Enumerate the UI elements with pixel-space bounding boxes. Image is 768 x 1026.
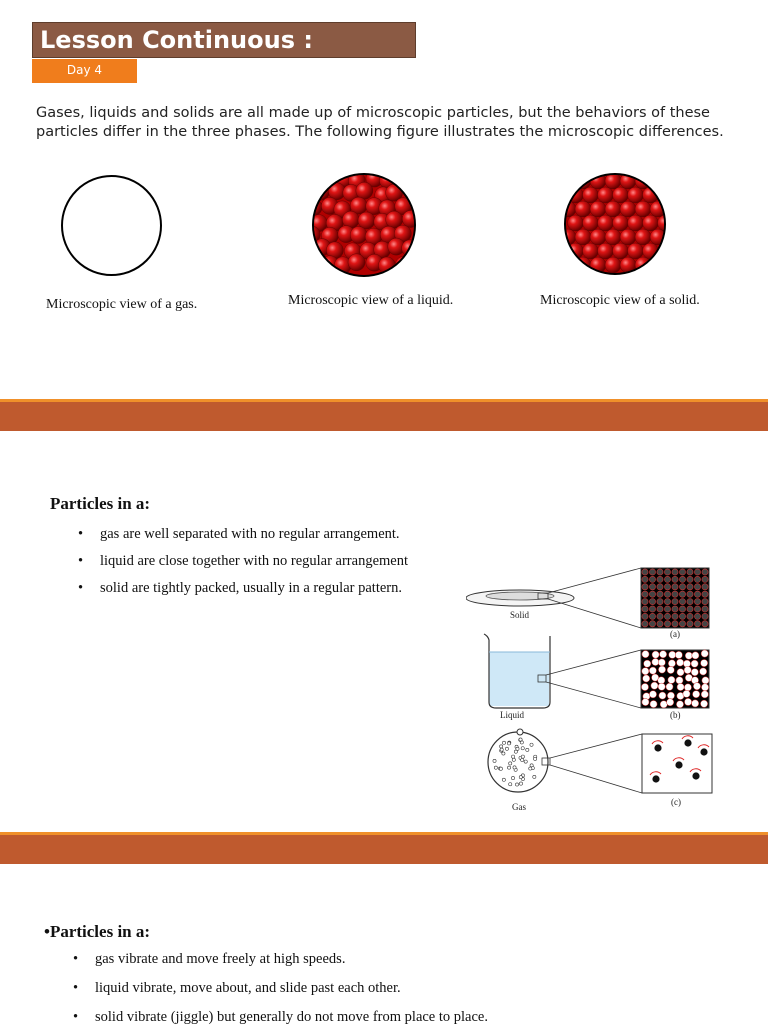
particle — [511, 755, 514, 758]
particle — [672, 606, 678, 612]
particle — [664, 599, 670, 605]
particle — [683, 690, 690, 697]
particle — [519, 782, 522, 785]
intro-paragraph: Gases, liquids and solids are all made up of microscopic particles, but the behaviors of these particles differ in the three phases. The following figure illustrates the microscopic differences. — [36, 105, 724, 140]
particle — [664, 584, 670, 590]
particle — [348, 254, 365, 271]
particle — [314, 175, 322, 188]
particle — [642, 621, 648, 627]
particle — [700, 700, 707, 707]
particle — [350, 226, 367, 243]
particle — [643, 215, 659, 231]
particle — [702, 621, 708, 627]
particle — [598, 187, 614, 203]
particle — [628, 187, 644, 203]
particle — [657, 613, 663, 619]
particle — [672, 569, 678, 575]
particle — [651, 682, 658, 689]
particle — [659, 651, 666, 658]
particle — [700, 748, 707, 755]
particle — [702, 591, 708, 597]
particle — [679, 584, 685, 590]
particle — [676, 701, 683, 708]
section2-heading: •Particles in a: — [44, 922, 151, 941]
list-item: • gas vibrate and move freely at high speeds. — [73, 951, 488, 968]
particle — [378, 257, 395, 274]
particle — [642, 613, 648, 619]
particle — [514, 750, 517, 753]
particle — [643, 187, 659, 203]
particle — [658, 666, 665, 673]
particle — [620, 201, 636, 217]
particle — [694, 569, 700, 575]
particle — [659, 692, 666, 699]
particle — [649, 584, 655, 590]
particle — [679, 621, 685, 627]
particle — [679, 569, 685, 575]
gas-flask-icon — [488, 729, 550, 792]
label-a: (a) — [670, 629, 680, 639]
gas-label: Gas — [512, 802, 526, 812]
particle — [658, 677, 665, 684]
particle — [314, 183, 329, 200]
phase-diagram — [466, 562, 718, 818]
particle — [521, 758, 524, 761]
section2-list — [73, 951, 488, 1026]
particle — [642, 569, 648, 575]
particle — [702, 599, 708, 605]
particle — [635, 257, 651, 273]
particle — [693, 683, 700, 690]
particle — [677, 659, 684, 666]
list-item: • liquid vibrate, move about, and slide past each other. — [73, 980, 488, 997]
particle — [702, 606, 708, 612]
particle — [658, 683, 665, 690]
particle — [314, 254, 321, 271]
particle — [529, 767, 532, 770]
particle — [575, 257, 591, 273]
particle — [657, 569, 663, 575]
liquid-view-circle — [312, 173, 416, 277]
particle — [694, 584, 700, 590]
particle — [694, 599, 700, 605]
particle — [657, 606, 663, 612]
particle — [692, 772, 699, 779]
particle — [500, 748, 503, 751]
particle — [679, 576, 685, 582]
particle — [691, 669, 698, 676]
particle — [702, 569, 708, 575]
particle — [667, 699, 674, 706]
particle — [524, 760, 527, 763]
particle — [649, 613, 655, 619]
list-item: • liquid are close together with no regular arrangement — [78, 553, 408, 570]
solid-view-circle — [564, 173, 666, 275]
particle — [687, 591, 693, 597]
section1-list — [78, 526, 408, 597]
particle — [534, 757, 537, 760]
particle — [620, 229, 636, 245]
particle — [649, 691, 656, 698]
particle — [694, 621, 700, 627]
particle — [613, 187, 629, 203]
particle — [605, 175, 621, 189]
list-item: • gas are well separated with no regular arrangement. — [78, 526, 408, 543]
particle — [666, 683, 673, 690]
particle — [396, 175, 413, 185]
particle — [658, 215, 665, 231]
list-item: • solid are tightly packed, usually in a regular pattern. — [78, 580, 408, 597]
particle — [642, 651, 649, 658]
particle — [507, 742, 510, 745]
particle — [693, 691, 700, 698]
particle — [649, 606, 655, 612]
particle — [669, 651, 676, 658]
label-b: (b) — [670, 710, 681, 720]
particle — [642, 668, 649, 675]
particle — [507, 766, 510, 769]
particle — [502, 741, 505, 744]
particle — [513, 766, 516, 769]
particle — [650, 201, 664, 217]
particle — [519, 776, 522, 779]
particle — [635, 201, 651, 217]
particle — [702, 584, 708, 590]
particle — [692, 700, 699, 707]
particle — [583, 243, 599, 259]
particle — [356, 182, 373, 199]
particle — [685, 652, 692, 659]
particle — [620, 257, 636, 273]
day-badge — [32, 59, 137, 83]
particle — [687, 606, 693, 612]
particle — [694, 606, 700, 612]
particle — [500, 745, 503, 748]
label-c: (c) — [671, 797, 681, 807]
particle — [701, 650, 708, 657]
particle — [395, 256, 412, 273]
lesson-title: Lesson Continuous : — [40, 26, 313, 54]
particle — [694, 591, 700, 597]
particle — [677, 669, 684, 676]
particle — [521, 755, 524, 758]
particle — [613, 243, 629, 259]
particle — [530, 743, 533, 746]
section1-heading: Particles in a: — [50, 494, 151, 513]
particle — [642, 599, 648, 605]
particle — [692, 652, 699, 659]
particle — [590, 229, 606, 245]
particle — [590, 257, 606, 273]
particle — [694, 576, 700, 582]
particle — [575, 229, 591, 245]
list-item: • solid vibrate (jiggle) but generally do not move from place to place. — [73, 1009, 488, 1026]
particle — [649, 569, 655, 575]
particle — [672, 599, 678, 605]
particle — [679, 591, 685, 597]
particle — [642, 576, 648, 582]
particle — [684, 698, 691, 705]
particle — [657, 576, 663, 582]
particle — [613, 215, 629, 231]
particle — [499, 767, 502, 770]
section-divider-band — [0, 832, 768, 864]
particle — [643, 675, 650, 682]
particle — [649, 621, 655, 627]
particle — [657, 599, 663, 605]
liquid-label: Liquid — [500, 710, 524, 720]
particle — [493, 759, 496, 762]
particle — [568, 243, 584, 259]
particle — [650, 700, 657, 707]
particle — [642, 606, 648, 612]
particle — [521, 747, 524, 750]
particle — [684, 739, 691, 746]
particle — [702, 613, 708, 619]
particle — [675, 761, 682, 768]
particle — [694, 613, 700, 619]
section-divider-band — [0, 399, 768, 431]
particle — [650, 175, 664, 189]
particle — [575, 201, 591, 217]
particle — [642, 584, 648, 590]
particle — [635, 175, 651, 189]
particle — [568, 187, 584, 203]
particle — [687, 599, 693, 605]
particle — [668, 660, 675, 667]
particle — [649, 599, 655, 605]
liquid-view-caption: Microscopic view of a liquid. — [288, 293, 454, 308]
particle — [652, 651, 659, 658]
particle — [672, 613, 678, 619]
particle — [687, 584, 693, 590]
particle — [605, 201, 621, 217]
particle — [672, 576, 678, 582]
particle — [405, 183, 414, 200]
particle — [684, 684, 691, 691]
particle — [650, 229, 664, 245]
particle — [649, 667, 656, 674]
particle — [658, 243, 665, 259]
particle — [676, 677, 683, 684]
particle — [519, 738, 522, 741]
solid-particles — [566, 175, 664, 273]
particle — [687, 569, 693, 575]
particle — [575, 175, 591, 189]
particle — [583, 187, 599, 203]
particle — [664, 576, 670, 582]
particle — [605, 257, 621, 273]
beaker-icon — [484, 634, 550, 708]
particle — [641, 683, 648, 690]
particle — [650, 257, 664, 273]
solid-label: Solid — [510, 610, 530, 620]
particle — [664, 569, 670, 575]
particle — [644, 660, 651, 667]
particle — [687, 613, 693, 619]
particle — [658, 659, 665, 666]
particle — [677, 683, 684, 690]
day-label: Day 4 — [66, 63, 103, 77]
particle — [668, 676, 675, 683]
particle — [590, 175, 606, 189]
lesson-title-box — [32, 22, 416, 58]
particle — [635, 229, 651, 245]
solid-view-caption: Microscopic view of a solid. — [540, 293, 700, 308]
particle — [700, 668, 707, 675]
particle — [598, 243, 614, 259]
particle — [657, 584, 663, 590]
particle — [654, 744, 661, 751]
particle — [702, 576, 708, 582]
particle — [664, 591, 670, 597]
particle — [515, 783, 518, 786]
particle — [702, 677, 709, 684]
particle — [642, 698, 649, 705]
liquid-particles — [314, 175, 414, 275]
particle — [590, 201, 606, 217]
particle — [566, 257, 576, 273]
gas-view-caption: Microscopic view of a gas. — [46, 297, 198, 312]
particle — [652, 775, 659, 782]
particle — [664, 621, 670, 627]
particle — [583, 215, 599, 231]
particle — [672, 591, 678, 597]
particle — [566, 175, 576, 189]
particle — [628, 243, 644, 259]
particle — [568, 215, 584, 231]
particle — [502, 752, 505, 755]
particle — [679, 613, 685, 619]
particle — [314, 199, 322, 216]
particle — [512, 758, 515, 761]
particle — [658, 187, 665, 203]
particle — [502, 778, 505, 781]
particle — [566, 201, 576, 217]
particle — [657, 591, 663, 597]
particle — [649, 576, 655, 582]
particle — [701, 659, 708, 666]
particle — [684, 666, 691, 673]
particle — [687, 576, 693, 582]
particle — [679, 599, 685, 605]
particle — [691, 660, 698, 667]
particle — [675, 651, 682, 658]
particle — [509, 783, 512, 786]
particle — [664, 606, 670, 612]
particle — [664, 613, 670, 619]
particle — [683, 660, 690, 667]
particle — [566, 229, 576, 245]
particle — [660, 701, 667, 708]
particle — [494, 766, 497, 769]
particle — [679, 606, 685, 612]
particle — [511, 776, 514, 779]
particle — [652, 658, 659, 665]
particle — [649, 591, 655, 597]
particle — [701, 684, 708, 691]
particle — [642, 591, 648, 597]
solid-plate-icon — [466, 590, 574, 606]
particle — [509, 762, 512, 765]
particle — [533, 775, 536, 778]
particle — [620, 175, 636, 189]
particle — [667, 692, 674, 699]
particle — [701, 691, 708, 698]
particle — [667, 666, 674, 673]
particle — [672, 584, 678, 590]
particle — [605, 229, 621, 245]
particle — [505, 747, 508, 750]
gas-view-circle — [61, 175, 162, 276]
particle — [598, 215, 614, 231]
particle — [358, 212, 375, 229]
particle — [526, 748, 529, 751]
particle — [687, 621, 693, 627]
particle — [628, 215, 644, 231]
particle — [672, 621, 678, 627]
particle — [657, 621, 663, 627]
particle — [643, 243, 659, 259]
